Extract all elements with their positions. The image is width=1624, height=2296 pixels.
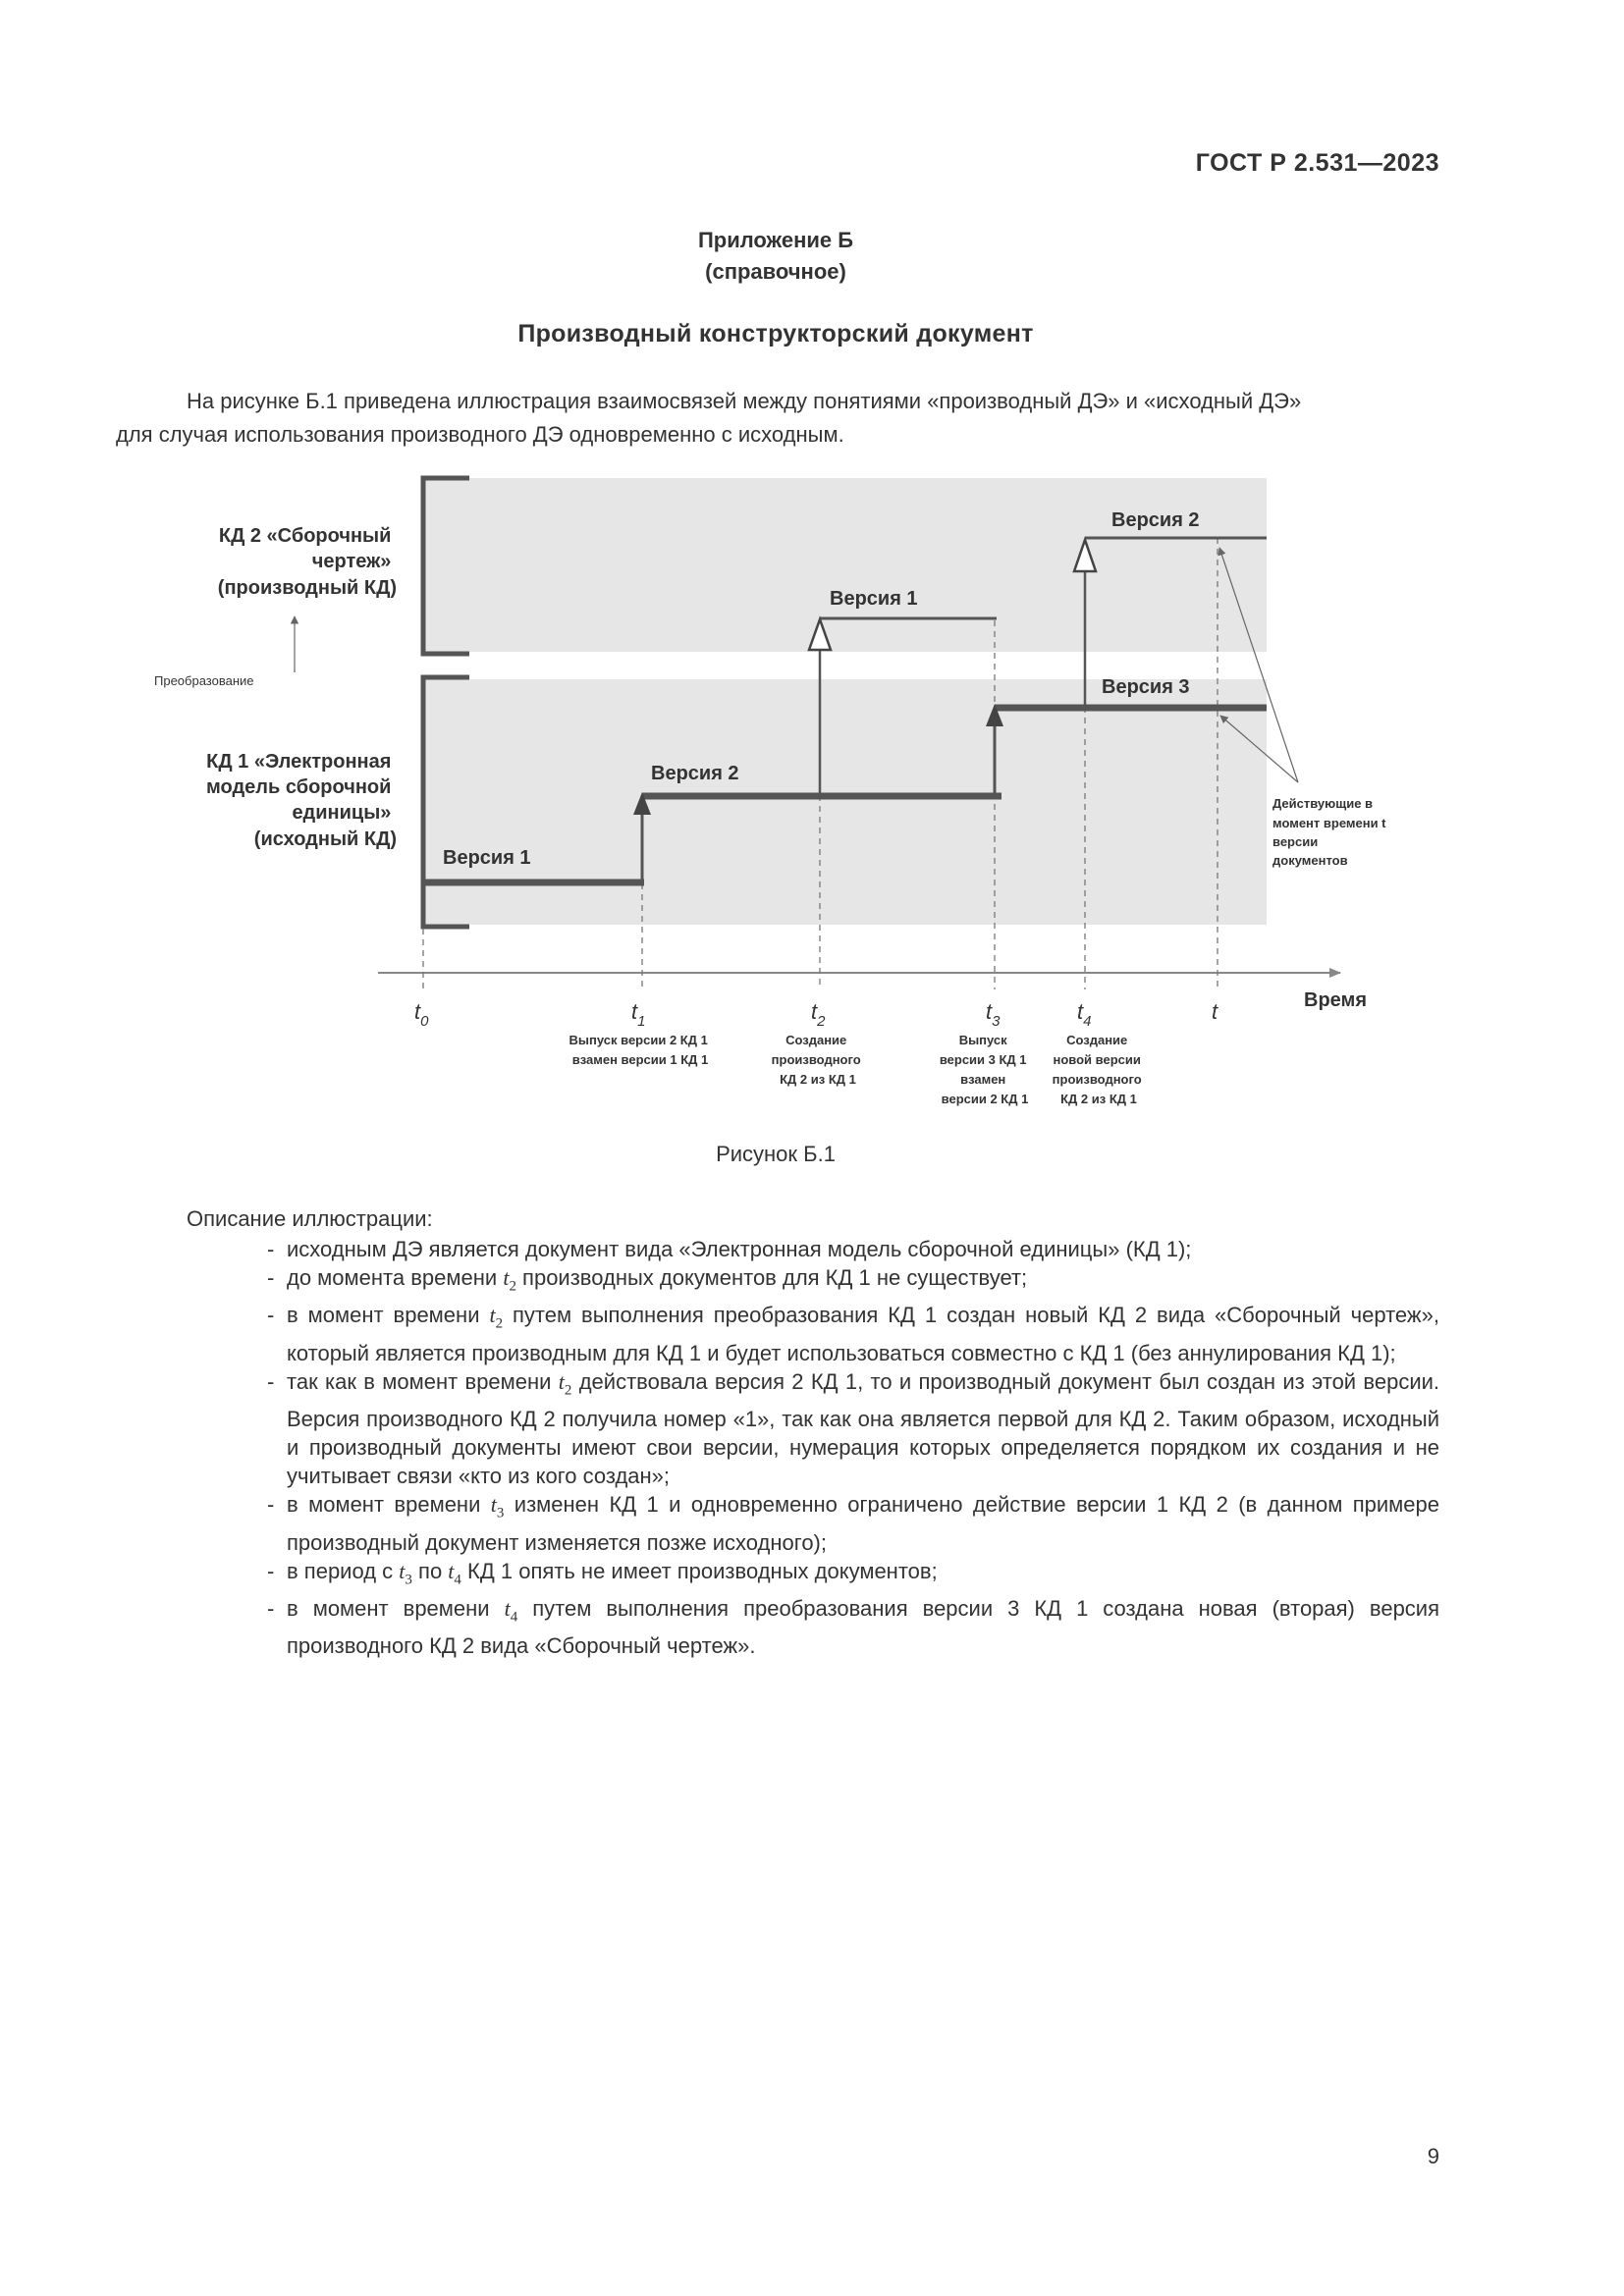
kd2-label-line: чертеж» [311,551,392,572]
description-text: так как в момент времени [287,1368,559,1394]
tick-base: t [414,999,421,1024]
description-item [267,1490,1439,1556]
page-number: 9 [1427,2144,1439,2168]
tick-desc-line: Создание [785,1033,847,1047]
tick-desc-line: новой версии [1053,1052,1141,1067]
time-subscript: 3 [496,1505,505,1522]
tick-base: t [811,999,818,1024]
tick-desc-line: Выпуск [958,1033,1007,1047]
time-symbol: $t_2$ [503,1265,516,1295]
tick-desc-line: Создание [1066,1033,1128,1047]
standard-code: ГОСТ Р 2.531—2023 [1195,149,1439,177]
kd1-label-line: модель сборочной [206,776,392,798]
tick-desc-t3 [940,1033,1030,1106]
time-symbol: $t_4$ [504,1595,518,1626]
current-note-line: момент времени t [1272,816,1386,830]
kd1-band [425,679,1267,925]
kd1-label-line: единицы» [292,802,392,824]
current-versions-note [1272,796,1389,868]
current-note-line: документов [1272,853,1348,868]
kd1-label-line: (исходный КД) [253,828,397,850]
tick-desc-line: производного [1052,1072,1142,1087]
section-title: Производный конструкторский документ [517,320,1034,347]
tick-desc-line: Выпуск версии 2 КД 1 [568,1033,708,1047]
tick-sub: 2 [817,1013,826,1030]
description-text: по [411,1558,449,1583]
tick-desc-line: КД 2 из КД 1 [1060,1092,1137,1106]
tick-desc-line: взамен [960,1072,1006,1087]
tick-sub: 3 [992,1013,1001,1030]
description-text: путем выполнения преобразования версии 3 КД 1 создана новая (вторая) версия производного КД 2 вида «Сборочный чертеж». [287,1595,1440,1659]
kd1-version3-label: Версия 3 [1102,676,1190,698]
kd1-label-line: КД 1 «Электронная [206,751,392,773]
tick-t [1212,999,1218,1024]
current-note-line: Действующие в [1272,796,1374,811]
time-subscript: 2 [564,1382,572,1399]
tick-desc-line: версии 3 КД 1 [939,1052,1027,1067]
tick-desc-line: производного [771,1052,861,1067]
kd2-label-line: КД 2 «Сборочный [218,525,392,547]
intro-line-2: для случая использования производного ДЭ одновременно с исходным. [116,422,844,447]
tick-base: t [631,999,638,1024]
tick-t0 [414,999,429,1030]
current-note-line: версии [1272,834,1319,849]
time-symbol: $t_3$ [490,1492,505,1522]
tick-t2 [811,999,826,1030]
appendix-title: Приложение Б [697,228,854,252]
tick-t1 [631,999,645,1030]
time-subscript: 2 [495,1315,504,1332]
kd2-label-line: (производный КД) [217,577,397,599]
tick-descriptions [569,1033,1146,1106]
tick-sub: 1 [637,1013,646,1030]
kd1-version1-label: Версия 1 [443,847,531,869]
tick-base: t [1077,999,1084,1024]
description-text: в момент времени [287,1492,491,1518]
kd2-version1-label: Версия 1 [830,588,918,610]
description-text: до момента времени [287,1265,504,1290]
description-text: изменен КД 1 и одновременно ограничено действие версии 1 КД 2 (в данном примере производный документ изменяется позже исходного); [287,1492,1439,1555]
tick-sub: 0 [420,1013,429,1030]
time-subscript: 2 [509,1278,516,1295]
description-item [267,1594,1439,1660]
intro-line-1: На рисунке Б.1 приведена иллюстрация взаимосвязей между понятиями «производный ДЭ» и «исходный ДЭ» [187,389,1302,413]
description-text: исходным ДЭ является документ вида «Электронная модель сборочной единицы» (КД 1); [287,1237,1192,1261]
description-text: в момент времени [287,1595,505,1621]
tick-base: t [986,999,993,1024]
description-item [267,1367,1439,1490]
description-text: действовала версия 2 КД 1, то и производный документ был создан из этой версии. Версия производного КД 2 получила номер «1», так как она является первой для КД 2. Таким образом, исходный и производный документы имеют свои версии, нумерация которых определяется порядком их создания и не учитывает связи «кто из кого создан»; [287,1368,1440,1489]
tick-desc-line: взамен версии 1 КД 1 [571,1052,709,1067]
description-text: путем выполнения преобразования КД 1 создан новый КД 2 вида «Сборочный чертеж», который является производным для КД 1 и будет использоваться совместно с КД 1 (без аннулирования КД 1); [287,1303,1439,1365]
description-text: в период с [287,1558,400,1583]
tick-sub: 4 [1083,1013,1092,1030]
description-item [267,1235,1439,1263]
kd2-version2-label: Версия 2 [1111,509,1200,531]
time-symbol: $t_2$ [558,1368,572,1399]
kd1-version2-label: Версия 2 [651,763,739,784]
figure-caption: Рисунок Б.1 [716,1142,836,1166]
time-subscript: 4 [510,1609,518,1626]
tick-desc-line: КД 2 из КД 1 [780,1072,856,1087]
description-list [267,1235,1439,1660]
tick-desc-t2 [772,1033,865,1087]
tick-t4 [1077,999,1091,1030]
time-symbol: $t_4$ [448,1558,461,1587]
kd2-label [218,525,397,599]
description-text: в момент времени [287,1303,490,1328]
description-item [267,1263,1439,1301]
tick-base: t [1212,999,1218,1024]
tick-desc-t1 [569,1033,712,1067]
kd1-label [206,751,397,850]
description-text: производных документов для КД 1 не существует; [515,1265,1028,1290]
tick-t3 [986,999,1001,1030]
kd2-band [425,478,1267,652]
time-subscript: 4 [454,1571,461,1587]
description-item [267,1301,1439,1366]
transform-label: Преобразование [154,673,254,688]
time-symbol: $t_3$ [399,1558,412,1587]
description-text: КД 1 опять не имеет производных документов; [460,1558,938,1583]
description-item [267,1557,1439,1594]
appendix-subtitle: (справочное) [705,259,846,284]
tick-desc-line: версии 2 КД 1 [941,1092,1029,1106]
axis-label: Время [1304,989,1367,1011]
description-heading: Описание иллюстрации: [187,1206,433,1231]
time-symbol: $t_2$ [489,1303,504,1332]
tick-desc-t4 [1053,1033,1146,1106]
time-subscript: 3 [405,1571,412,1587]
